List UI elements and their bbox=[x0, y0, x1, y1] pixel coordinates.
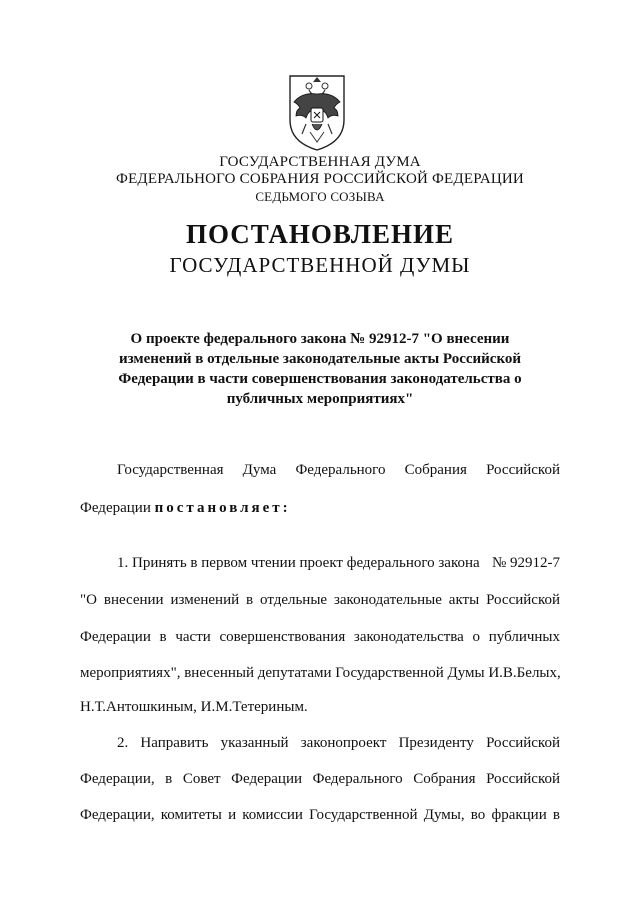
item-1-line bbox=[117, 553, 560, 573]
subject-line: изменений в отдельные законодательные акты Российской bbox=[118, 351, 522, 367]
item-2-line: Федерации, комитеты и комиссии Государственной Думы, во фракции в bbox=[80, 807, 560, 823]
item-1-line: "О внесении изменений в отдельные законодательные акты Российской bbox=[80, 592, 560, 608]
item-2-line: Федерации, в Совет Федерации Федерального Собрания Российской bbox=[80, 771, 560, 787]
header-line-assembly: ФЕДЕРАЛЬНОГО СОБРАНИЯ РОССИЙСКОЙ ФЕДЕРАЦИИ bbox=[116, 171, 524, 187]
document-title: ПОСТАНОВЛЕНИЕ bbox=[185, 219, 455, 249]
item-1-line: мероприятиях", внесенный депутатами Государственной Думы И.В.Белых, bbox=[80, 665, 561, 681]
coat-of-arms-emblem bbox=[272, 72, 362, 152]
preamble-federation: Федерации bbox=[80, 500, 151, 516]
item-1-line: Федерации в части совершенствования законодательства о публичных bbox=[80, 629, 560, 645]
document-subtitle: ГОСУДАРСТВЕННОЙ ДУМЫ bbox=[169, 253, 471, 277]
document-subject bbox=[112, 329, 528, 409]
header-line-convocation: СЕДЬМОГО СОЗЫВА bbox=[255, 189, 385, 204]
subject-line: публичных мероприятиях" bbox=[226, 391, 414, 407]
header-line-duma: ГОСУДАРСТВЕННАЯ ДУМА bbox=[219, 154, 421, 170]
preamble-line-resolves bbox=[80, 498, 560, 518]
item-1-text: 1. Принять в первом чтении проект федерального закона bbox=[117, 555, 480, 571]
preamble-line: Государственная Дума Федерального Собрания Российской bbox=[117, 462, 560, 478]
preamble-resolves-word: постановляет: bbox=[154, 500, 291, 516]
subject-line: О проекте федерального закона № 92912-7 "О внесении bbox=[130, 331, 510, 347]
item-1-line: Н.Т.Антошкиным, И.М.Тетериным. bbox=[80, 699, 308, 715]
subject-line: Федерации в части совершенствования законодательства о bbox=[118, 371, 522, 387]
item-2-line: 2. Направить указанный законопроект Президенту Российской bbox=[117, 735, 560, 751]
item-1-bill-number: № 92912-7 bbox=[491, 555, 560, 571]
